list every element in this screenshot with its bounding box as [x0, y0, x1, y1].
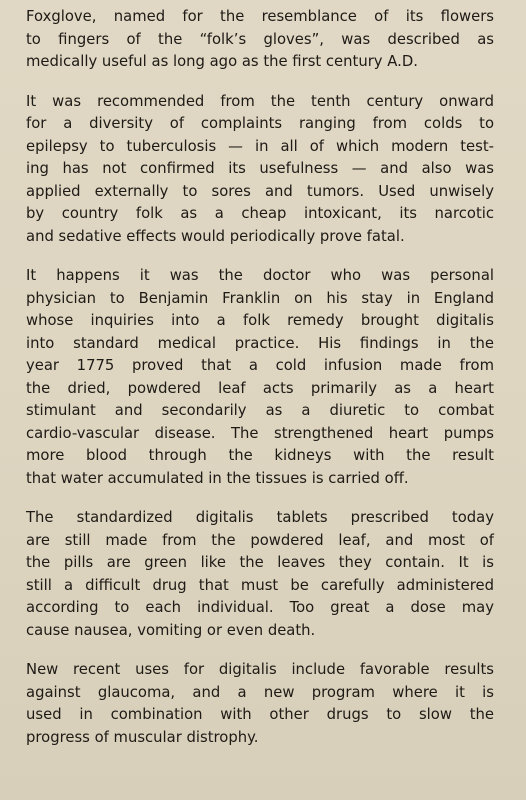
paragraph-foxglove-history: [26, 6, 494, 74]
text-line: cause nausea, vomiting or even death.: [26, 621, 316, 639]
text-line: used in combination with other drugs to slow the: [26, 706, 494, 723]
text-line: still a difficult drug that must be carefully administered: [26, 576, 494, 594]
text-line: year 1775 proved that a cold infusion made from: [26, 357, 494, 374]
text-line: that water accumulated in the tissues is carried off.: [26, 469, 409, 487]
paragraph-historical-uses: [26, 91, 494, 249]
document-page: [26, 6, 494, 766]
text-line: according to each individual. Too great a dose may: [26, 599, 494, 616]
text-line: epilepsy to tuberculosis — in all of which modern test-: [26, 137, 494, 155]
paragraph-recent-uses: [26, 659, 494, 749]
text-line: against glaucoma, and a new program where it is: [26, 683, 494, 701]
text-line: into standard medical practice. His findings in the: [26, 334, 494, 352]
text-line: ing has not confirmed its usefulness — and also was: [26, 160, 494, 177]
text-line: and sedative effects would periodically prove fatal.: [26, 227, 405, 245]
text-line: for a diversity of complaints ranging from colds to: [26, 115, 494, 132]
text-line: physician to Benjamin Franklin on his stay in England: [26, 289, 494, 307]
text-line: Foxglove, named for the resemblance of its flowers: [26, 8, 494, 25]
text-line: to fingers of the “folk’s gloves”, was described as: [26, 30, 494, 48]
text-line: stimulant and secondarily as a diuretic to combat: [26, 402, 494, 419]
paragraph-digitalis-tablets: [26, 507, 494, 642]
text-line: the dried, powdered leaf acts primarily as a heart: [26, 379, 494, 397]
text-line: progress of muscular distrophy.: [26, 728, 259, 746]
text-line: applied externally to sores and tumors. Used unwisely: [26, 182, 494, 200]
text-line: New recent uses for digitalis include favorable results: [26, 661, 494, 678]
text-line: medically useful as long ago as the first century A.D.: [26, 53, 418, 70]
text-line: whose inquiries into a folk remedy brought digitalis: [26, 312, 494, 329]
text-line: the pills are green like the leaves they contain. It is: [26, 554, 494, 571]
text-line: more blood through the kidneys with the result: [26, 447, 494, 464]
text-line: It happens it was the doctor who was personal: [26, 267, 494, 284]
text-line: cardio-vascular disease. The strengthened heart pumps: [26, 424, 494, 442]
text-line: by country folk as a cheap intoxicant, its narcotic: [26, 205, 494, 222]
text-line: The standardized digitalis tablets prescribed today: [26, 509, 494, 526]
text-line: It was recommended from the tenth century onward: [26, 92, 494, 110]
paragraph-medical-practice: [26, 265, 494, 490]
text-line: are still made from the powdered leaf, and most of: [26, 531, 494, 549]
